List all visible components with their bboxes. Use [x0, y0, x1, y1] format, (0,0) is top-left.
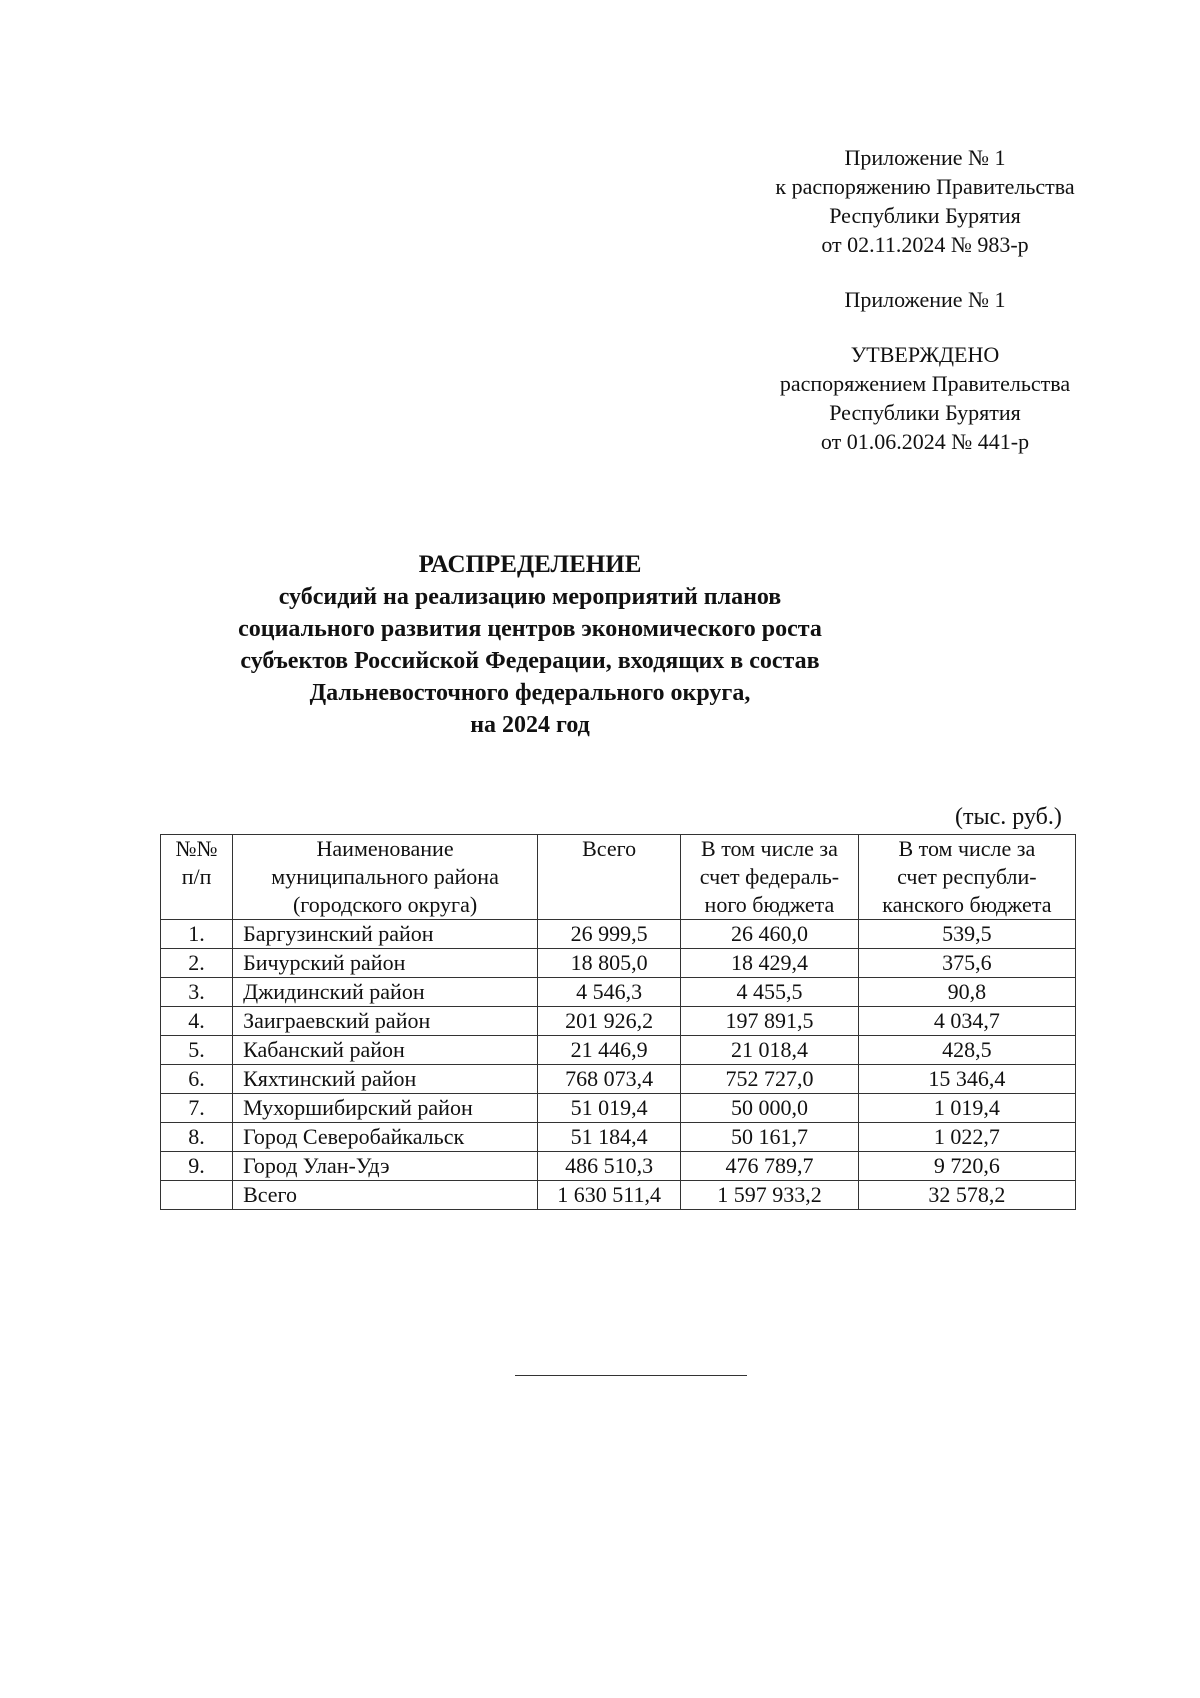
title-line: субъектов Российской Федерации, входящих в состав [240, 648, 820, 674]
cell-num: 3. [161, 978, 233, 1007]
cell-republic: 32 578,2 [858, 1181, 1075, 1210]
cell-republic: 9 720,6 [858, 1152, 1075, 1181]
appendix-line: к распоряжению Правительства [775, 174, 1075, 199]
cell-republic: 4 034,7 [858, 1007, 1075, 1036]
cell-num: 8. [161, 1123, 233, 1152]
cell-name: Заиграевский район [233, 1007, 538, 1036]
header-line: канского бюджета [882, 892, 1052, 917]
cell-federal: 1 597 933,2 [681, 1181, 859, 1210]
cell-federal: 26 460,0 [681, 920, 859, 949]
header-name [233, 835, 538, 920]
table-row [161, 920, 1076, 949]
cell-num: 4. [161, 1007, 233, 1036]
appendix-line: Приложение № 1 [844, 145, 1006, 170]
title-line: на 2024 год [470, 712, 590, 738]
header-line: В том числе за [701, 836, 838, 861]
cell-name: Мухоршибирский район [233, 1094, 538, 1123]
appendix-line: Республики Бурятия [829, 203, 1021, 228]
cell-name: Джидинский район [233, 978, 538, 1007]
cell-name: Бичурский район [233, 949, 538, 978]
title-line: субсидий на реализацию мероприятий планов [278, 584, 782, 610]
appendix-line: от 02.11.2024 № 983-р [821, 232, 1029, 257]
header-line: муниципального района [271, 864, 499, 889]
units-label: (тыс. руб.) [955, 804, 1062, 830]
header-line: №№ [175, 836, 218, 861]
approval-line: УТВЕРЖДЕНО [850, 342, 1000, 367]
cell-name: Город Улан-Удэ [233, 1152, 538, 1181]
cell-num: 7. [161, 1094, 233, 1123]
table-total-row [161, 1181, 1076, 1210]
cell-total: 1 630 511,4 [538, 1181, 681, 1210]
cell-total: 201 926,2 [538, 1007, 681, 1036]
header-num [161, 835, 233, 920]
approval-line: Республики Бурятия [829, 400, 1021, 425]
cell-federal: 50 161,7 [681, 1123, 859, 1152]
cell-total: 768 073,4 [538, 1065, 681, 1094]
original-appendix-label [740, 285, 1110, 314]
cell-federal: 476 789,7 [681, 1152, 859, 1181]
header-line: ного бюджета [704, 892, 835, 917]
header-line: счет республи- [897, 864, 1037, 889]
table-row [161, 1094, 1076, 1123]
cell-federal: 21 018,4 [681, 1036, 859, 1065]
cell-total: 486 510,3 [538, 1152, 681, 1181]
cell-num [161, 1181, 233, 1210]
cell-republic: 15 346,4 [858, 1065, 1075, 1094]
table-header-row [161, 835, 1076, 920]
header-line: Всего [582, 836, 637, 861]
cell-total: 18 805,0 [538, 949, 681, 978]
cell-federal: 752 727,0 [681, 1065, 859, 1094]
header-line: счет федераль- [699, 864, 840, 889]
header-line: Наименование [316, 836, 454, 861]
header-federal [681, 835, 859, 920]
cell-total: 51 019,4 [538, 1094, 681, 1123]
table-row [161, 1007, 1076, 1036]
cell-republic: 1 019,4 [858, 1094, 1075, 1123]
cell-republic: 90,8 [858, 978, 1075, 1007]
title-main: РАСПРЕДЕЛЕНИЕ [418, 551, 642, 578]
cell-federal: 50 000,0 [681, 1094, 859, 1123]
cell-name: Всего [233, 1181, 538, 1210]
cell-num: 1. [161, 920, 233, 949]
header-republic [858, 835, 1075, 920]
table-body [161, 920, 1076, 1210]
end-divider [515, 1375, 747, 1376]
approval-block [740, 340, 1110, 456]
table-row [161, 1036, 1076, 1065]
table-row [161, 1152, 1076, 1181]
cell-num: 5. [161, 1036, 233, 1065]
title-line: Дальневосточного федерального округа, [309, 680, 751, 706]
cell-republic: 375,6 [858, 949, 1075, 978]
cell-federal: 4 455,5 [681, 978, 859, 1007]
appendix-line: Приложение № 1 [844, 287, 1006, 312]
cell-num: 2. [161, 949, 233, 978]
cell-num: 6. [161, 1065, 233, 1094]
header-line: (городского округа) [292, 892, 478, 917]
header-total [538, 835, 681, 920]
cell-federal: 18 429,4 [681, 949, 859, 978]
cell-name: Город Северобайкальск [233, 1123, 538, 1152]
header-line: В том числе за [898, 836, 1036, 861]
cell-num: 9. [161, 1152, 233, 1181]
cell-name: Кяхтинский район [233, 1065, 538, 1094]
table-row [161, 949, 1076, 978]
cell-total: 51 184,4 [538, 1123, 681, 1152]
cell-republic: 1 022,7 [858, 1123, 1075, 1152]
cell-name: Баргузинский район [233, 920, 538, 949]
table-row [161, 978, 1076, 1007]
cell-total: 4 546,3 [538, 978, 681, 1007]
cell-republic: 428,5 [858, 1036, 1075, 1065]
cell-federal: 197 891,5 [681, 1007, 859, 1036]
document-title [160, 549, 900, 741]
table-row [161, 1065, 1076, 1094]
table-row [161, 1123, 1076, 1152]
title-line: социального развития центров экономического роста [238, 616, 822, 642]
approval-line: от 01.06.2024 № 441-р [820, 429, 1030, 454]
cell-name: Кабанский район [233, 1036, 538, 1065]
cell-total: 26 999,5 [538, 920, 681, 949]
current-appendix-block [740, 143, 1110, 259]
cell-republic: 539,5 [858, 920, 1075, 949]
distribution-table [160, 834, 1076, 1210]
cell-total: 21 446,9 [538, 1036, 681, 1065]
approval-line: распоряжением Правительства [779, 371, 1071, 396]
header-line: п/п [181, 864, 212, 889]
